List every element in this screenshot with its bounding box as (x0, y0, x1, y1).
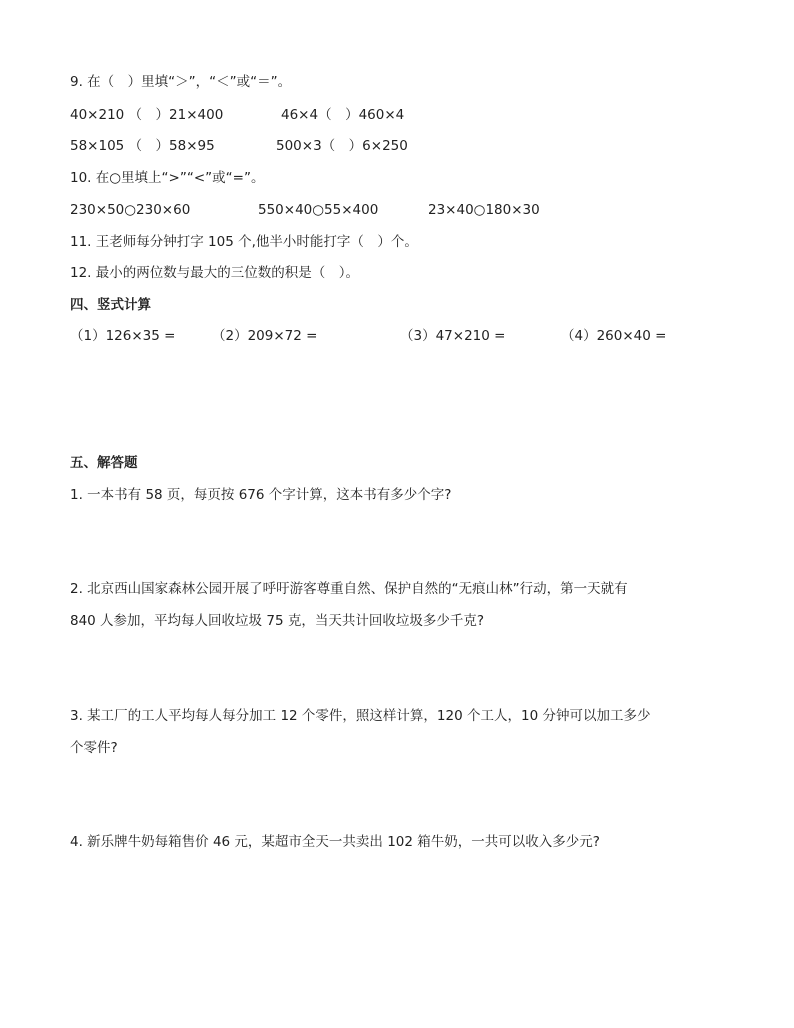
calc-item-4: （4）260×40 = (561, 328, 667, 344)
q10-item-3: 23×40○180×30 (428, 202, 540, 218)
calc-item-2: （2）209×72 = (212, 328, 318, 344)
q9-item-4: 500×3（ ）6×250 (276, 138, 408, 154)
question-12: 12. 最小的两位数与最大的三位数的积是（ ）。 (70, 265, 360, 281)
q9-item-2: 46×4（ ）460×4 (281, 107, 405, 123)
problem-2-line-2: 840 人参加，平均每人回收垃圾 75 克，当天共计回收垃圾多少千克? (70, 613, 484, 629)
question-11: 11. 王老师每分钟打字 105 个,他半小时能打字（ ）个。 (70, 234, 418, 250)
section-5-heading: 五、解答题 (70, 455, 138, 471)
q9-item-1: 40×210 （ ）21×400 (70, 107, 224, 123)
problem-3-line-2: 个零件? (70, 740, 118, 756)
question-9-title: 9. 在（ ）里填“＞”，“＜”或“＝”。 (70, 74, 292, 90)
q10-item-1: 230×50○230×60 (70, 202, 191, 218)
q9-item-3: 58×105 （ ）58×95 (70, 138, 215, 154)
problem-4: 4. 新乐牌牛奶每箱售价 46 元，某超市全天一共卖出 102 箱牛奶，一共可以收入多少元? (70, 834, 600, 850)
q10-item-2: 550×40○55×400 (258, 202, 379, 218)
problem-2-line-1: 2. 北京西山国家森林公园开展了呼吁游客尊重自然、保护自然的“无痕山林”行动，第一天就有 (70, 581, 628, 597)
calc-item-3: （3）47×210 = (400, 328, 506, 344)
calc-item-1: （1）126×35 = (70, 328, 176, 344)
question-10-title: 10. 在○里填上“>”“<”或“=”。 (70, 170, 265, 186)
problem-3-line-1: 3. 某工厂的工人平均每人每分加工 12 个零件，照这样计算，120 个工人，10 分钟可以加工多少 (70, 708, 651, 724)
section-4-heading: 四、竖式计算 (70, 297, 151, 313)
problem-1: 1. 一本书有 58 页，每页按 676 个字计算，这本书有多少个字? (70, 487, 452, 503)
